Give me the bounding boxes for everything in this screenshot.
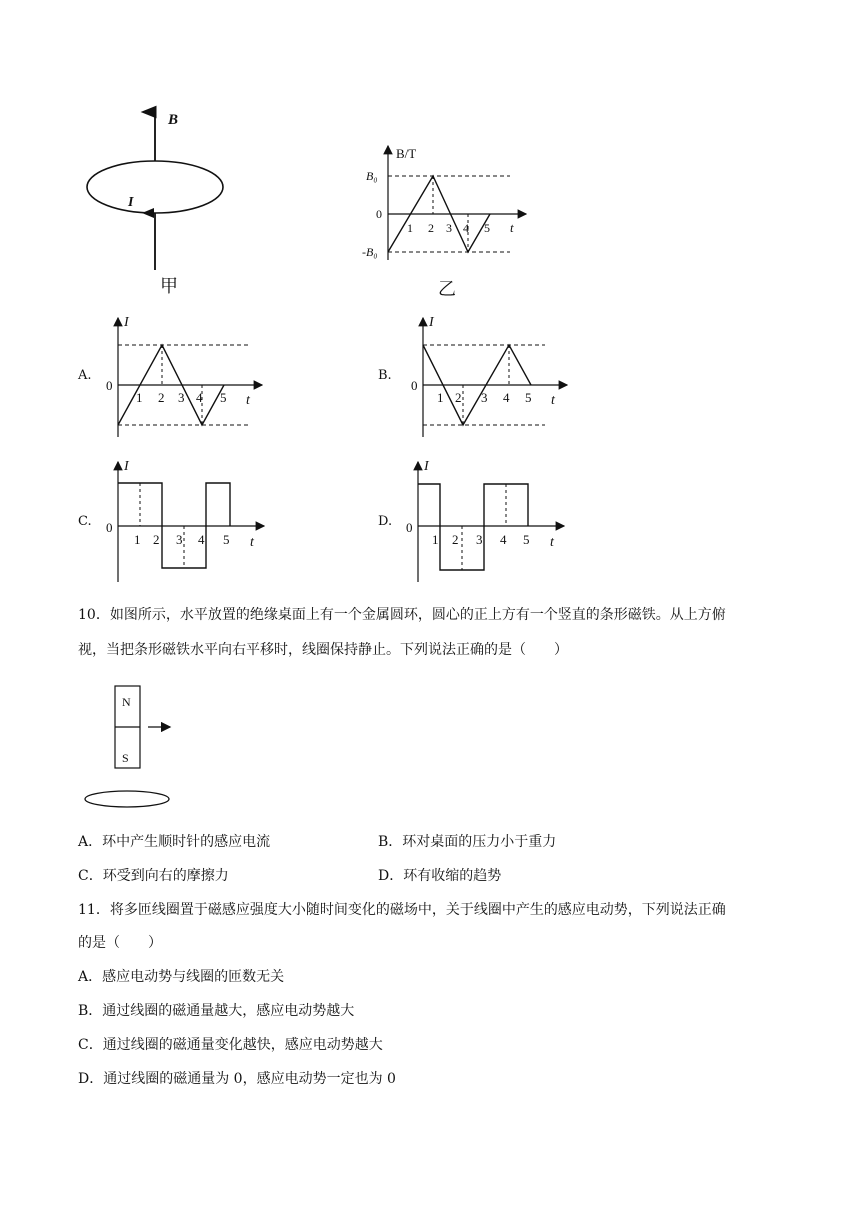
svg-text:-B₀: -B₀ bbox=[362, 245, 378, 259]
svg-text:5: 5 bbox=[220, 390, 227, 405]
svg-text:4: 4 bbox=[196, 390, 203, 405]
svg-text:2: 2 bbox=[452, 532, 459, 547]
graph-b-letter: B. bbox=[378, 368, 392, 383]
svg-text:3: 3 bbox=[178, 390, 185, 405]
svg-text:4: 4 bbox=[500, 532, 507, 547]
svg-text:5: 5 bbox=[523, 532, 530, 547]
svg-text:0: 0 bbox=[406, 520, 413, 535]
figure-yi bbox=[360, 140, 540, 300]
q10-figure bbox=[80, 680, 190, 815]
svg-text:1: 1 bbox=[437, 390, 444, 405]
svg-text:B₀: B₀ bbox=[366, 169, 378, 183]
svg-text:t: t bbox=[246, 393, 250, 408]
graph-d-letter: D. bbox=[378, 514, 393, 529]
svg-text:2: 2 bbox=[158, 390, 165, 405]
svg-text:t: t bbox=[510, 220, 514, 235]
svg-text:5: 5 bbox=[525, 390, 532, 405]
q10-option-d[interactable]: D．环有收缩的趋势 bbox=[378, 868, 502, 884]
b-label: B bbox=[168, 112, 179, 128]
q11-option-b[interactable]: B．通过线圈的磁通量越大，感应电动势越大 bbox=[78, 1003, 355, 1019]
metal-ring bbox=[85, 791, 169, 807]
current-loop bbox=[87, 161, 223, 213]
magnet-s: S bbox=[122, 751, 129, 765]
graph-b bbox=[405, 312, 580, 442]
svg-text:5: 5 bbox=[484, 221, 490, 235]
svg-text:t: t bbox=[551, 393, 555, 408]
svg-text:0: 0 bbox=[411, 378, 418, 393]
svg-text:0: 0 bbox=[106, 520, 113, 535]
magnet-n: N bbox=[122, 695, 131, 709]
q10-option-b[interactable]: B．环对桌面的压力小于重力 bbox=[378, 834, 557, 850]
svg-text:t: t bbox=[250, 535, 254, 550]
svg-text:1: 1 bbox=[136, 390, 143, 405]
svg-text:I: I bbox=[424, 459, 429, 474]
q10-option-a[interactable]: A．环中产生顺时针的感应电流 bbox=[78, 834, 271, 850]
svg-text:3: 3 bbox=[176, 532, 183, 547]
caption-yi: 乙 bbox=[438, 279, 456, 299]
svg-text:I: I bbox=[124, 315, 129, 330]
svg-text:t: t bbox=[550, 535, 554, 550]
svg-text:3: 3 bbox=[481, 390, 488, 405]
graph-c-letter: C. bbox=[78, 514, 92, 529]
svg-text:5: 5 bbox=[223, 532, 230, 547]
svg-text:0: 0 bbox=[106, 378, 113, 393]
q10-stem-line2: 视，当把条形磁铁水平向右平移时，线圈保持静止。下列说法正确的是（ ） bbox=[78, 642, 568, 658]
svg-text:2: 2 bbox=[428, 221, 434, 235]
svg-text:I: I bbox=[124, 459, 129, 474]
i-label: I bbox=[128, 195, 134, 210]
svg-text:0: 0 bbox=[376, 207, 382, 221]
q11-option-a[interactable]: A．感应电动势与线圈的匝数无关 bbox=[78, 969, 285, 985]
svg-text:1: 1 bbox=[134, 532, 141, 547]
svg-text:3: 3 bbox=[446, 221, 452, 235]
q11-stem-line2: 的是（ ） bbox=[78, 935, 162, 951]
graph-d-curve bbox=[418, 484, 528, 570]
graph-a bbox=[100, 312, 275, 442]
svg-text:I: I bbox=[429, 315, 434, 330]
svg-text:1: 1 bbox=[407, 221, 413, 235]
svg-text:B/T: B/T bbox=[396, 146, 417, 161]
graph-c bbox=[100, 456, 280, 586]
svg-text:1: 1 bbox=[432, 532, 439, 547]
q11-option-c[interactable]: C．通过线圈的磁通量变化越快，感应电动势越大 bbox=[78, 1037, 383, 1053]
graph-d bbox=[400, 456, 580, 586]
svg-text:4: 4 bbox=[503, 390, 510, 405]
svg-text:2: 2 bbox=[455, 390, 462, 405]
figure-jia bbox=[80, 100, 240, 300]
graph-a-letter: A. bbox=[78, 368, 92, 383]
q11-stem-line1: 11．将多匝线圈置于磁感应强度大小随时间变化的磁场中，关于线圈中产生的感应电动势，下列说法正确 bbox=[78, 902, 726, 918]
svg-text:4: 4 bbox=[463, 221, 469, 235]
caption-jia: 甲 bbox=[160, 276, 178, 296]
svg-text:2: 2 bbox=[153, 532, 160, 547]
q10-stem-line1: 10．如图所示，水平放置的绝缘桌面上有一个金属圆环，圆心的正上方有一个竖直的条形磁铁。从上方俯 bbox=[78, 607, 726, 623]
svg-text:3: 3 bbox=[476, 532, 483, 547]
q10-option-c[interactable]: C．环受到向右的摩擦力 bbox=[78, 868, 229, 884]
q11-option-d[interactable]: D．通过线圈的磁通量为 0，感应电动势一定也为 0 bbox=[78, 1071, 396, 1087]
svg-text:4: 4 bbox=[198, 532, 205, 547]
